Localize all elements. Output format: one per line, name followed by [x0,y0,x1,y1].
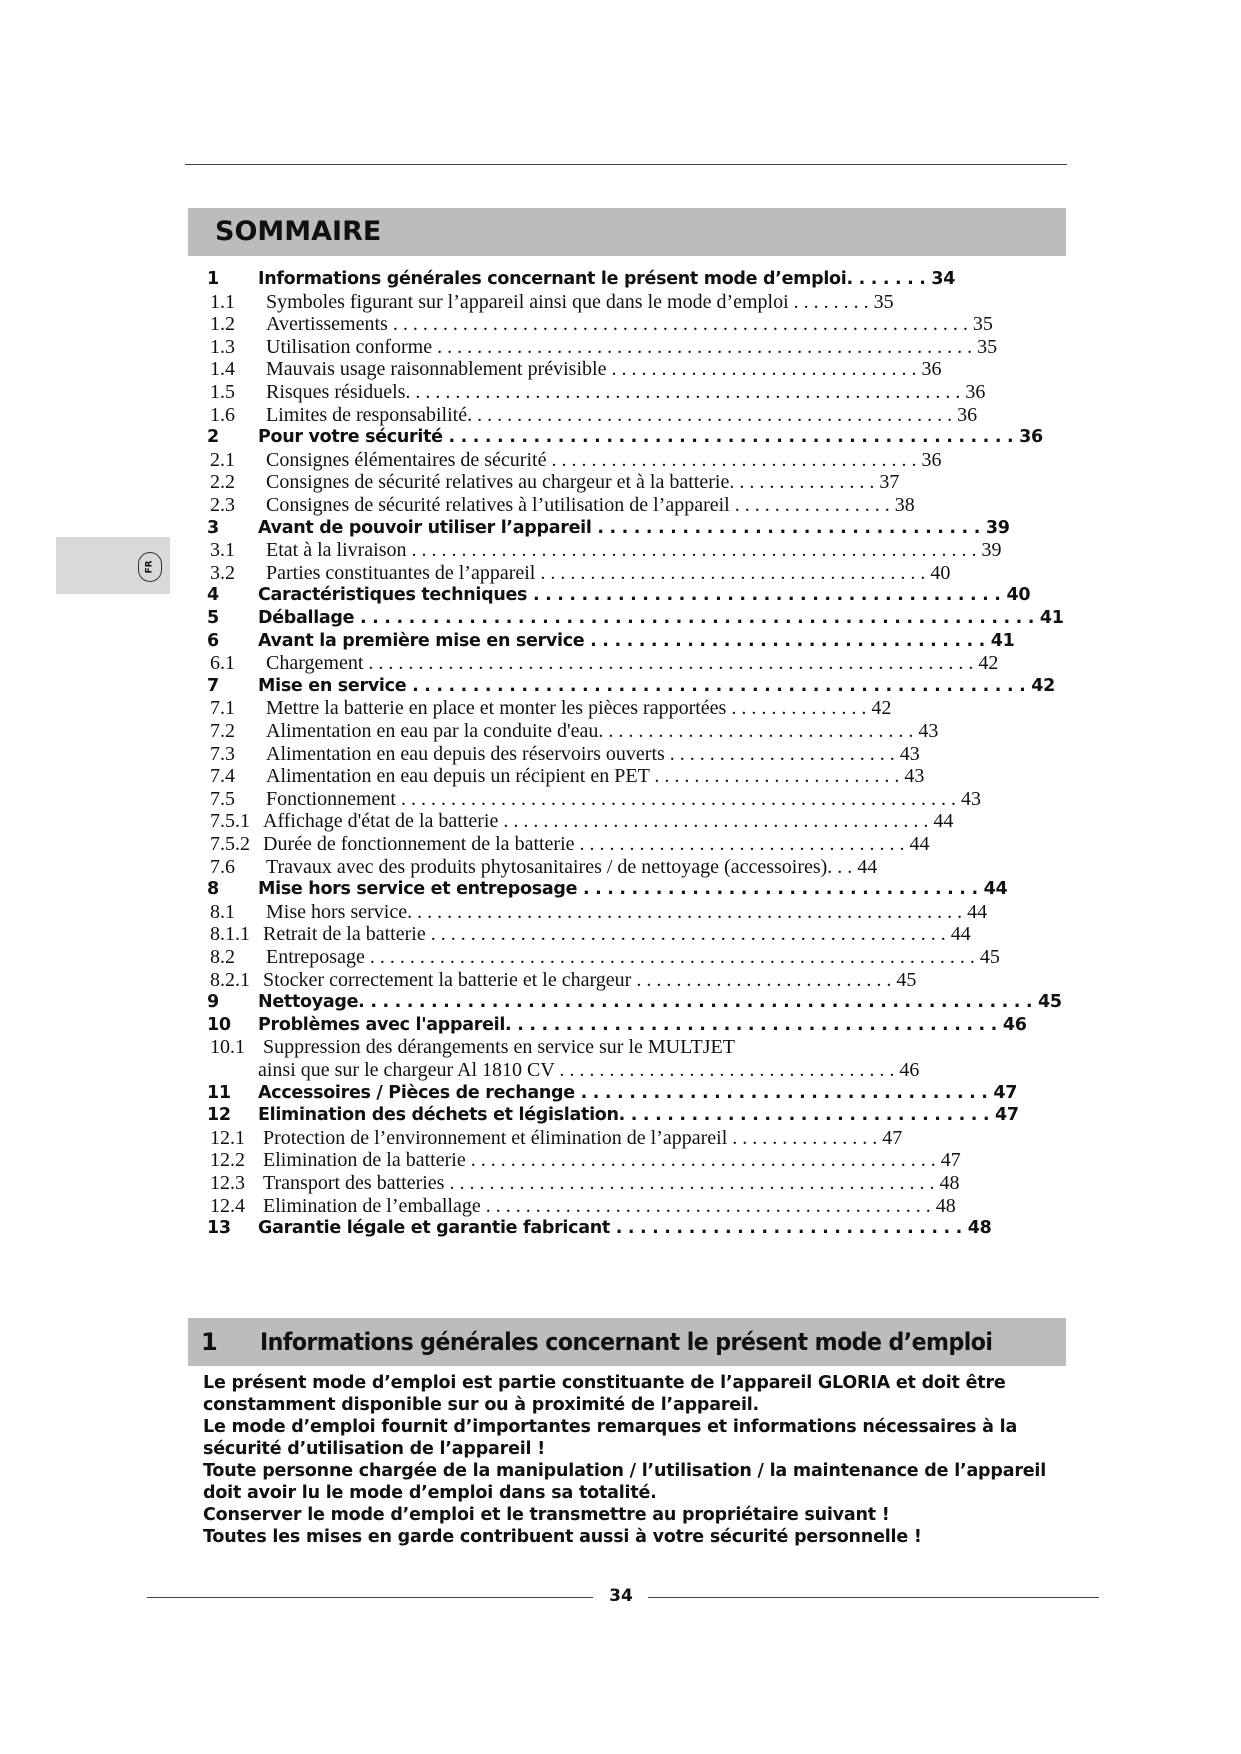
toc-number: 13 [207,1218,231,1239]
toc-entry-text: Elimination de l’emballage . . . . . . . . . . . . . . . . . . . . . . . . . . . . . . . . . . . . . . . . . . . . . 48 [263,1194,956,1217]
toc-number: 7 [207,675,219,696]
toc-entry-text: Mise en service . . . . . . . . . . . . . . . . . . . . . . . . . . . . . . . . . . . . . . . . . . . . . . . . . . . 42 [258,675,1055,696]
toc-number: 12.1 [210,1126,245,1149]
toc-entry-text: Alimentation en eau par la conduite d'eau. . . . . . . . . . . . . . . . . . . . . . . . . . . . . . . . 43 [266,720,939,742]
toc-entry-text: Avant la première mise en service . . . . . . . . . . . . . . . . . . . . . . . . . . . . . . . . . 41 [258,630,1015,651]
toc-entry-text: Alimentation en eau depuis des réservoirs ouverts . . . . . . . . . . . . . . . . . . . . . . . 43 [266,742,920,765]
intro-paragraph: Toute personne chargée de la manipulation / l’utilisation / la maintenance de l’appareil doit avoir lu le mode d’emploi dans sa totalité. [203,1461,1047,1503]
footer-rule-left [147,1597,593,1598]
toc-entry-text: Fonctionnement . . . . . . . . . . . . . . . . . . . . . . . . . . . . . . . . . . . . . . . . . . . . . . . . . . . . . . . . 43 [266,787,981,810]
toc-number: 3.2 [210,561,235,584]
toc-number: 4 [207,585,219,606]
toc-number: 1.4 [210,358,235,381]
toc-entry-text: Elimination des déchets et législation. . . . . . . . . . . . . . . . . . . . . . . . . . . . . . . 47 [258,1105,1019,1126]
toc-entry-text: ainsi que sur le chargeur Al 1810 CV . . . . . . . . . . . . . . . . . . . . . . . . . . . . . . . . . . 46 [258,1059,920,1081]
toc-entry-text: Mettre la batterie en place et monter les pièces rapportées . . . . . . . . . . . . . . 42 [266,697,892,720]
toc-entry-text: Avertissements . . . . . . . . . . . . . . . . . . . . . . . . . . . . . . . . . . . . . . . . . . . . . . . . . . . . . . . . . . 35 [266,313,993,336]
sommaire-header [188,208,1066,256]
toc-entry-text: Retrait de la batterie . . . . . . . . . . . . . . . . . . . . . . . . . . . . . . . . . . . . . . . . . . . . . . . . . . . . 44 [263,923,971,946]
toc-entry-text: Protection de l’environnement et élimination de l’appareil . . . . . . . . . . . . . . . 47 [263,1126,903,1149]
toc-number: 7.5.2 [210,833,250,855]
toc-number: 1 [207,269,219,289]
toc-entry-text: Etat à la livraison . . . . . . . . . . . . . . . . . . . . . . . . . . . . . . . . . . . . . . . . . . . . . . . . . . . . . . . . . 39 [266,539,1002,562]
toc-entry-text: Chargement . . . . . . . . . . . . . . . . . . . . . . . . . . . . . . . . . . . . . . . . . . . . . . . . . . . . . . . . . . . . . 42 [266,652,999,675]
intro-paragraph: Conserver le mode d’emploi et le transmettre au propriétaire suivant ! [203,1505,890,1525]
toc-number: 7.3 [210,742,235,765]
toc-number: 8 [207,879,219,900]
section-1-title: Informations générales concernant le présent mode d’emploi [260,1328,993,1356]
toc-number: 5 [207,608,219,628]
toc-number: 2 [207,427,219,448]
toc-number: 8.2 [210,946,235,968]
toc-entry-text: Déballage . . . . . . . . . . . . . . . . . . . . . . . . . . . . . . . . . . . . . . . . . . . . . . . . . . . . . . . . 41 [258,608,1064,628]
toc-number: 10.1 [210,1036,245,1059]
toc-entry-text: Pour votre sécurité . . . . . . . . . . . . . . . . . . . . . . . . . . . . . . . . . . . . . . . . . . . . . . . 36 [258,427,1043,448]
toc-number: 8.1.1 [210,923,250,946]
toc-entry-text: Caractéristiques techniques . . . . . . . . . . . . . . . . . . . . . . . . . . . . . . . . . . . . . . . 40 [258,585,1031,606]
toc-number: 8.2.1 [210,968,250,991]
toc-number: 6.1 [210,652,235,675]
toc-number: 6 [207,630,219,651]
section-1-number: 1 [201,1328,218,1356]
toc-number: 12.4 [210,1194,245,1217]
toc-entry-text: Travaux avec des produits phytosanitaires / de nettoyage (accessoires). . . 44 [266,855,878,878]
top-rule [185,164,1067,165]
toc-entry-text: Elimination de la batterie . . . . . . . . . . . . . . . . . . . . . . . . . . . . . . . . . . . . . . . . . . . . . . . 47 [263,1149,961,1172]
toc-number: 2.1 [210,448,235,471]
toc-number: 8.1 [210,900,235,923]
footer-rule-right [648,1597,1099,1598]
toc-entry-text: Informations générales concernant le présent mode d’emploi. . . . . . . 34 [258,269,956,289]
toc-number: 1.1 [210,290,235,313]
toc-entry-text: Symboles figurant sur l’appareil ainsi que dans le mode d’emploi . . . . . . . . 35 [266,290,894,313]
toc-number: 7.5.1 [210,810,250,833]
toc-entry-text: Garantie légale et garantie fabricant . . . . . . . . . . . . . . . . . . . . . . . . . . . . . 48 [258,1218,992,1239]
toc-number: 12.2 [210,1149,245,1172]
intro-paragraph: Le mode d’emploi fournit d’importantes remarques et informations nécessaires à la sécurité d’utilisation de l’appareil ! [203,1417,1018,1459]
toc-number: 3.1 [210,539,235,562]
toc-entry-text: Problèmes avec l'appareil. . . . . . . . . . . . . . . . . . . . . . . . . . . . . . . . . . . . . . . . . 46 [258,1014,1027,1035]
toc-entry-text: Limites de responsabilité. . . . . . . . . . . . . . . . . . . . . . . . . . . . . . . . . . . . . . . . . . . . . . . . . 36 [266,403,978,426]
toc-number: 1.5 [210,381,235,403]
intro-paragraph: Toutes les mises en garde contribuent aussi à votre sécurité personnelle ! [203,1527,922,1547]
toc-entry-text: Consignes de sécurité relatives à l’utilisation de l’appareil . . . . . . . . . . . . . . . . 38 [266,494,915,516]
toc-number: 2.3 [210,494,235,516]
toc-entry-text: Stocker correctement la batterie et le chargeur . . . . . . . . . . . . . . . . . . . . . . . . . . 45 [263,968,917,991]
toc-number: 12 [207,1105,231,1126]
language-label: FR [144,560,155,574]
toc-entry-text: Mauvais usage raisonnablement prévisible . . . . . . . . . . . . . . . . . . . . . . . . . . . . . . . 36 [266,358,942,381]
toc-number: 7.6 [210,855,235,878]
toc-number: 1.3 [210,335,235,358]
toc-entry-text: Transport des batteries . . . . . . . . . . . . . . . . . . . . . . . . . . . . . . . . . . . . . . . . . . . . . . . . . 48 [263,1172,960,1194]
toc-number: 10 [207,1014,231,1035]
toc-entry-text: Durée de fonctionnement de la batterie . . . . . . . . . . . . . . . . . . . . . . . . . . . . . . . . . 44 [263,833,930,855]
toc-entry-text: Consignes de sécurité relatives au chargeur et à la batterie. . . . . . . . . . . . . . . 37 [266,471,900,494]
toc-entry-text: Consignes élémentaires de sécurité . . . . . . . . . . . . . . . . . . . . . . . . . . . . . . . . . . . . . 36 [266,448,942,471]
toc-entry-text: Utilisation conforme . . . . . . . . . . . . . . . . . . . . . . . . . . . . . . . . . . . . . . . . . . . . . . . . . . . . . . 35 [266,335,998,358]
intro-paragraph: Le présent mode d’emploi est partie constituante de l’appareil GLORIA et doit être constamment disponible sur ou à proximité de l’appareil. [203,1373,1006,1415]
section-1-header [188,1318,1066,1366]
toc-number: 1.2 [210,313,235,336]
toc-number: 12.3 [210,1172,245,1194]
toc-number: 9 [207,992,219,1013]
toc-number: 7.5 [210,787,235,810]
toc-number: 2.2 [210,471,235,494]
toc-entry-text: Accessoires / Pièces de rechange . . . . . . . . . . . . . . . . . . . . . . . . . . . . . . . . . . 47 [258,1082,1018,1103]
toc-entry-text: Nettoyage. . . . . . . . . . . . . . . . . . . . . . . . . . . . . . . . . . . . . . . . . . . . . . . . . . . . . . . . 45 [258,992,1062,1013]
toc-entry-text: Entreposage . . . . . . . . . . . . . . . . . . . . . . . . . . . . . . . . . . . . . . . . . . . . . . . . . . . . . . . . . . . . . 45 [266,946,1000,968]
page-number: 34 [609,1586,633,1606]
toc-entry-text: Risques résiduels. . . . . . . . . . . . . . . . . . . . . . . . . . . . . . . . . . . . . . . . . . . . . . . . . . . . . . . . 36 [266,381,986,403]
section-1-intro [203,1372,1063,1548]
toc-entry-text: Parties constituantes de l’appareil . . . . . . . . . . . . . . . . . . . . . . . . . . . . . . . . . . . . . . . 40 [266,561,951,584]
toc-entry-text: Avant de pouvoir utiliser l’appareil . . . . . . . . . . . . . . . . . . . . . . . . . . . . . . . . 39 [258,517,1010,538]
toc-number: 7.1 [210,697,235,720]
toc-number: 3 [207,517,219,538]
toc-number: 7.2 [210,720,235,742]
toc-number: 1.6 [210,403,235,426]
language-badge [138,552,162,582]
toc-number: 11 [207,1082,231,1103]
toc-entry-text: Suppression des dérangements en service sur le MULTJET [263,1036,735,1059]
toc-number: 7.4 [210,765,235,788]
toc-entry-text: Affichage d'état de la batterie . . . . . . . . . . . . . . . . . . . . . . . . . . . . . . . . . . . . . . . . . . . 44 [263,810,954,833]
sommaire-title: SOMMAIRE [215,216,382,247]
toc-entry-text: Mise hors service et entreposage . . . . . . . . . . . . . . . . . . . . . . . . . . . . . . . . . 44 [258,879,1008,900]
toc-entry-text: Mise hors service. . . . . . . . . . . . . . . . . . . . . . . . . . . . . . . . . . . . . . . . . . . . . . . . . . . . . . . . 44 [266,900,988,923]
toc-entry-text: Alimentation en eau depuis un récipient en PET . . . . . . . . . . . . . . . . . . . . . . . . . 43 [266,765,925,788]
